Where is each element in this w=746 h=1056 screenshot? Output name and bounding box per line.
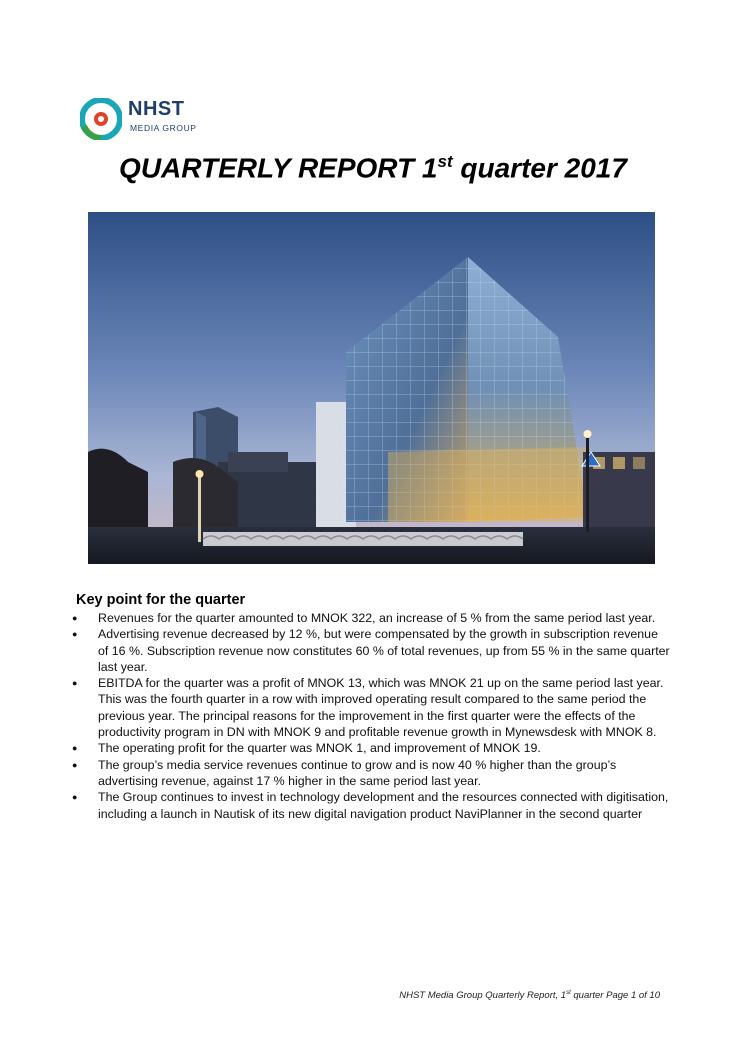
list-item <box>70 626 670 675</box>
title-sup: st <box>437 152 453 171</box>
key-point-text: Revenues for the quarter amounted to MNOK 322, an increase of 5 % from the same period last year. <box>98 611 656 625</box>
list-item <box>70 757 670 790</box>
list-item <box>70 740 670 756</box>
key-points-heading: Key point for the quarter <box>76 592 246 608</box>
office-building-photo <box>88 212 655 564</box>
logo-subtitle: MEDIA GROUP <box>130 123 197 133</box>
title-rest: quarter 2017 <box>452 152 627 184</box>
key-point-text: The group’s media service revenues continue to grow and is now 40 % higher than the group’s advertising revenue, against 17 % higher in the same period last year. <box>98 757 617 788</box>
cover-photo <box>88 212 655 564</box>
footer-page: quarter Page 1 of 10 <box>570 990 660 1002</box>
key-point-text: The operating profit for the quarter was MNOK 1, and improvement of MNOK 19. <box>98 741 541 756</box>
bullet-icon: ● <box>72 629 78 640</box>
bullet-icon: ● <box>72 792 78 803</box>
list-item <box>70 675 670 740</box>
logo-mark-icon <box>80 98 122 140</box>
list-item <box>70 610 670 626</box>
bullet-icon: ● <box>72 613 78 623</box>
page-footer <box>380 990 660 1001</box>
key-point-text: The Group continues to invest in technology development and the resources connected with digitisation, including a launch in Nautisk of its new digital navigation product NaviPlanner in the second quarter <box>98 790 669 821</box>
bullet-icon: ● <box>72 678 78 689</box>
key-point-text: Advertising revenue decreased by 12 %, but were compensated by the growth in subscription revenue of 16 %. Subscription revenue now constitutes 60 % of total revenues, up from 55 % in the same quarter last year. <box>98 627 670 674</box>
report-title <box>0 152 746 184</box>
key-point-text: EBITDA for the quarter was a profit of MNOK 13, which was MNOK 21 up on the same period last year. This was the fourth quarter in a row with improved operating result compared to the same period the previous year. The principal reasons for the improvement in the first quarter were the effects of the productivity program in DN with MNOK 9 and profitable revenue growth in Mynewsdesk with MNOK 8. <box>98 676 664 740</box>
title-main: QUARTERLY REPORT 1 <box>119 152 438 184</box>
logo-name: NHST <box>128 98 185 120</box>
key-points-list <box>70 610 670 822</box>
footer-sup: st <box>566 990 571 996</box>
company-logo <box>80 98 210 140</box>
bullet-icon: ● <box>72 759 78 770</box>
bullet-icon: ● <box>72 743 78 754</box>
list-item <box>70 789 670 822</box>
footer-text: NHST Media Group Quarterly Report, 1 <box>399 990 567 1002</box>
